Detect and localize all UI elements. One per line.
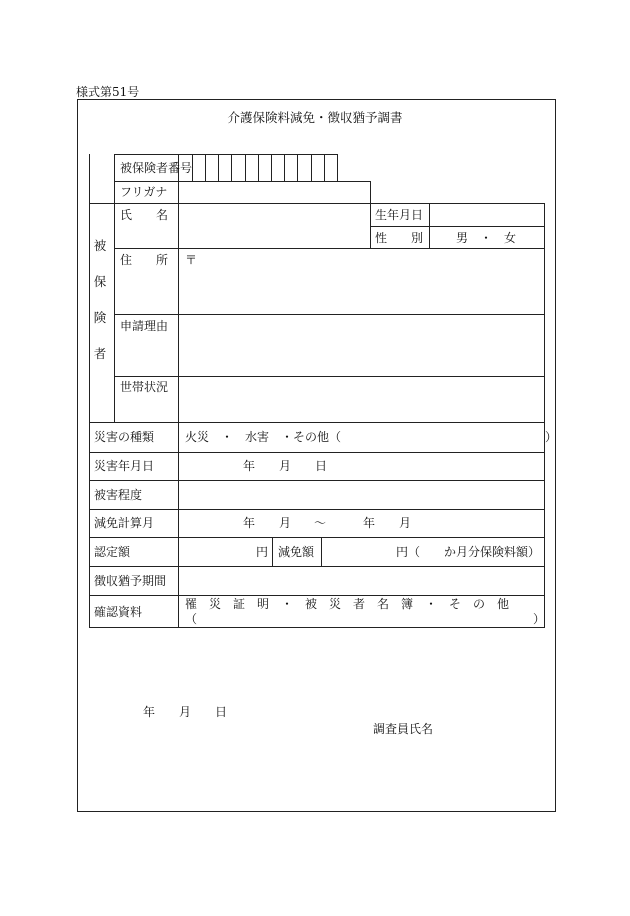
line-under-disaster-type (89, 452, 545, 453)
investigator-label: 調査員氏名 (373, 722, 434, 736)
number-box-divider (258, 154, 259, 181)
disaster-type-label: 災害の種類 (94, 430, 155, 444)
number-box-divider (297, 154, 298, 181)
line-top (114, 154, 338, 155)
line-left (89, 154, 90, 627)
furigana-label: フリガナ (120, 185, 168, 199)
number-box-divider (192, 154, 193, 181)
documents-options: 罹 災 証 明 ・ 被 災 者 名 簿 ・ そ の 他 (185, 597, 510, 611)
disaster-date-label: 災害年月日 (94, 459, 155, 473)
number-box-divider (337, 154, 338, 181)
reduction-from: 年 月 (243, 516, 292, 530)
certified-amount-label: 認定額 (94, 545, 131, 559)
form-number: 様式第51号 (76, 85, 140, 99)
number-box-divider (271, 154, 272, 181)
line-birth-right (429, 203, 430, 248)
number-box-divider (284, 154, 285, 181)
damage-level-label: 被害程度 (94, 488, 143, 502)
address-label: 住 所 (120, 253, 169, 267)
line-under-furigana (89, 203, 545, 204)
deferral-period-label: 徴収猶予期間 (94, 574, 167, 588)
number-box-divider (245, 154, 246, 181)
line-under-damage (89, 509, 545, 510)
document-title: 介護保険料減免・徴収猶予調書 (227, 110, 403, 125)
line-under-household (89, 422, 545, 423)
postal-mark: 〒 (185, 253, 198, 267)
footer-date: 年 月 日 (143, 705, 228, 719)
insured-number-label: 被保険者番号 (120, 161, 193, 175)
line-birth-left (370, 181, 371, 248)
reduction-amount-label: 減免額 (278, 545, 315, 559)
name-label: 氏 名 (120, 208, 169, 222)
certified-yen: 円 (256, 545, 269, 559)
disaster-options: 火災 ・ 水害 ・その他（ ） (185, 430, 558, 444)
number-box-divider (231, 154, 232, 181)
line-under-disaster-date (89, 480, 545, 481)
line-bottom (89, 627, 545, 628)
insured-section-label: 被保険者 (93, 238, 107, 361)
reduction-tilde: ～ (314, 516, 327, 530)
household-label: 世帯状況 (120, 380, 169, 394)
documents-other: （ ） (185, 612, 546, 626)
reduction-month-label: 減免計算月 (94, 516, 155, 530)
disaster-date-value: 年 月 日 (243, 459, 328, 473)
line-section-label (114, 154, 115, 422)
line-mid-name (370, 226, 545, 227)
number-box-divider (324, 154, 325, 181)
reduction-to: 年 月 (363, 516, 412, 530)
line-yen-divider (272, 537, 273, 566)
birthdate-label: 生年月日 (375, 208, 424, 222)
line-under-certified (89, 566, 545, 567)
line-under-reduction-month (89, 537, 545, 538)
line-label-column (178, 154, 179, 627)
line-under-number (114, 181, 370, 182)
premium-note: 円（ か月分保険料額） (396, 545, 541, 559)
number-box-divider (218, 154, 219, 181)
sex-options: 男 ・ 女 (456, 231, 517, 245)
sex-label: 性 別 (375, 231, 424, 245)
number-box-divider (205, 154, 206, 181)
number-box-divider (311, 154, 312, 181)
documents-label: 確認資料 (94, 605, 143, 619)
line-reduction-divider (321, 537, 322, 566)
reason-label: 申請理由 (120, 319, 169, 333)
line-under-deferral (89, 595, 545, 596)
line-right (544, 203, 545, 627)
